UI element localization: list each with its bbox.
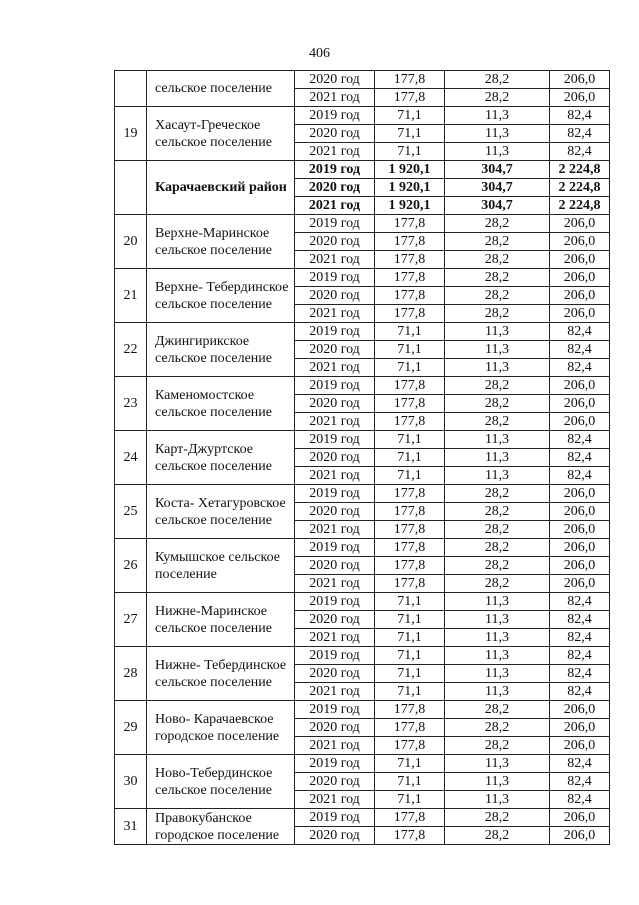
year-cell: 2021 год: [295, 629, 375, 647]
budget-table: [114, 70, 610, 845]
value-cell: 177,8: [375, 71, 445, 89]
value-cell: 28,2: [445, 701, 550, 719]
year-cell: 2019 год: [295, 269, 375, 287]
year-cell: 2021 год: [295, 791, 375, 809]
table-row: [115, 71, 610, 89]
total-cell: 206,0: [550, 701, 610, 719]
total-cell: 82,4: [550, 359, 610, 377]
row-number: 30: [115, 755, 147, 809]
total-cell: 206,0: [550, 809, 610, 827]
table-row: [115, 161, 610, 179]
total-cell: 206,0: [550, 521, 610, 539]
table-row: [115, 269, 610, 287]
year-cell: 2020 год: [295, 611, 375, 629]
value-cell: 71,1: [375, 467, 445, 485]
value-cell: 177,8: [375, 701, 445, 719]
total-cell: 2 224,8: [550, 161, 610, 179]
value-cell: 11,3: [445, 593, 550, 611]
total-cell: 206,0: [550, 575, 610, 593]
year-cell: 2019 год: [295, 377, 375, 395]
value-cell: 304,7: [445, 179, 550, 197]
value-cell: 71,1: [375, 647, 445, 665]
value-cell: 11,3: [445, 791, 550, 809]
value-cell: 71,1: [375, 683, 445, 701]
total-cell: 206,0: [550, 395, 610, 413]
total-cell: 206,0: [550, 251, 610, 269]
value-cell: 11,3: [445, 629, 550, 647]
year-cell: 2020 год: [295, 71, 375, 89]
total-cell: 82,4: [550, 665, 610, 683]
value-cell: 177,8: [375, 287, 445, 305]
year-cell: 2021 год: [295, 413, 375, 431]
settlement-name: Кумышское сельское поселение: [147, 539, 295, 593]
settlement-name: Ново- Карачаевское городское поселение: [147, 701, 295, 755]
value-cell: 11,3: [445, 647, 550, 665]
settlement-name: Каменомостское сельское поселение: [147, 377, 295, 431]
year-cell: 2021 год: [295, 305, 375, 323]
value-cell: 71,1: [375, 773, 445, 791]
value-cell: 11,3: [445, 773, 550, 791]
value-cell: 1 920,1: [375, 197, 445, 215]
settlement-name: Джингирикское сельское поселение: [147, 323, 295, 377]
row-number: 28: [115, 647, 147, 701]
value-cell: 11,3: [445, 449, 550, 467]
value-cell: 71,1: [375, 755, 445, 773]
total-cell: 82,4: [550, 467, 610, 485]
total-cell: 206,0: [550, 71, 610, 89]
total-cell: 206,0: [550, 485, 610, 503]
value-cell: 28,2: [445, 89, 550, 107]
year-cell: 2019 год: [295, 647, 375, 665]
value-cell: 28,2: [445, 413, 550, 431]
value-cell: 177,8: [375, 251, 445, 269]
year-cell: 2021 год: [295, 359, 375, 377]
total-cell: 206,0: [550, 719, 610, 737]
value-cell: 177,8: [375, 557, 445, 575]
row-number: 19: [115, 107, 147, 161]
total-cell: 82,4: [550, 449, 610, 467]
total-cell: 82,4: [550, 593, 610, 611]
total-cell: 82,4: [550, 791, 610, 809]
value-cell: 71,1: [375, 143, 445, 161]
table-row: [115, 377, 610, 395]
table-row: [115, 107, 610, 125]
value-cell: 71,1: [375, 125, 445, 143]
year-cell: 2019 год: [295, 755, 375, 773]
value-cell: 71,1: [375, 665, 445, 683]
row-number: 26: [115, 539, 147, 593]
total-cell: 82,4: [550, 683, 610, 701]
year-cell: 2019 год: [295, 431, 375, 449]
table-row: [115, 431, 610, 449]
year-cell: 2020 год: [295, 287, 375, 305]
total-cell: 206,0: [550, 269, 610, 287]
value-cell: 177,8: [375, 269, 445, 287]
total-cell: 206,0: [550, 413, 610, 431]
row-number: 24: [115, 431, 147, 485]
year-cell: 2019 год: [295, 809, 375, 827]
value-cell: 28,2: [445, 521, 550, 539]
table-row: [115, 809, 610, 827]
total-cell: 206,0: [550, 215, 610, 233]
table-row: [115, 593, 610, 611]
year-cell: 2021 год: [295, 251, 375, 269]
total-cell: 82,4: [550, 107, 610, 125]
year-cell: 2021 год: [295, 197, 375, 215]
year-cell: 2021 год: [295, 575, 375, 593]
year-cell: 2020 год: [295, 233, 375, 251]
year-cell: 2020 год: [295, 395, 375, 413]
row-number: 31: [115, 809, 147, 845]
value-cell: 1 920,1: [375, 161, 445, 179]
year-cell: 2020 год: [295, 719, 375, 737]
total-cell: 206,0: [550, 89, 610, 107]
total-cell: 206,0: [550, 557, 610, 575]
total-cell: 82,4: [550, 143, 610, 161]
table-row: [115, 539, 610, 557]
value-cell: 177,8: [375, 485, 445, 503]
settlement-name: Карачаевский район: [147, 161, 295, 215]
value-cell: 71,1: [375, 341, 445, 359]
value-cell: 11,3: [445, 359, 550, 377]
year-cell: 2020 год: [295, 665, 375, 683]
total-cell: 206,0: [550, 737, 610, 755]
value-cell: 177,8: [375, 539, 445, 557]
year-cell: 2019 год: [295, 485, 375, 503]
total-cell: 82,4: [550, 647, 610, 665]
value-cell: 71,1: [375, 611, 445, 629]
year-cell: 2021 год: [295, 89, 375, 107]
value-cell: 71,1: [375, 431, 445, 449]
value-cell: 71,1: [375, 107, 445, 125]
settlement-name: Хасаут-Греческое сельское поселение: [147, 107, 295, 161]
year-cell: 2019 год: [295, 323, 375, 341]
year-cell: 2021 год: [295, 467, 375, 485]
settlement-name: сельское поселение: [147, 71, 295, 107]
year-cell: 2019 год: [295, 539, 375, 557]
value-cell: 11,3: [445, 665, 550, 683]
value-cell: 71,1: [375, 359, 445, 377]
value-cell: 11,3: [445, 107, 550, 125]
year-cell: 2019 год: [295, 107, 375, 125]
value-cell: 177,8: [375, 89, 445, 107]
value-cell: 28,2: [445, 251, 550, 269]
value-cell: 177,8: [375, 215, 445, 233]
settlement-name: Коста- Хетагуровское сельское поселение: [147, 485, 295, 539]
value-cell: 177,8: [375, 395, 445, 413]
year-cell: 2019 год: [295, 593, 375, 611]
total-cell: 82,4: [550, 125, 610, 143]
value-cell: 28,2: [445, 503, 550, 521]
row-number: [115, 161, 147, 215]
value-cell: 304,7: [445, 161, 550, 179]
value-cell: 177,8: [375, 413, 445, 431]
value-cell: 28,2: [445, 287, 550, 305]
value-cell: 177,8: [375, 305, 445, 323]
year-cell: 2020 год: [295, 179, 375, 197]
year-cell: 2020 год: [295, 557, 375, 575]
total-cell: 206,0: [550, 233, 610, 251]
total-cell: 82,4: [550, 323, 610, 341]
year-cell: 2020 год: [295, 125, 375, 143]
value-cell: 28,2: [445, 737, 550, 755]
settlement-name: Нижне-Маринское сельское поселение: [147, 593, 295, 647]
value-cell: 177,8: [375, 503, 445, 521]
year-cell: 2019 год: [295, 701, 375, 719]
year-cell: 2021 год: [295, 521, 375, 539]
year-cell: 2020 год: [295, 341, 375, 359]
page-number: 406: [309, 46, 330, 61]
value-cell: 28,2: [445, 539, 550, 557]
total-cell: 2 224,8: [550, 179, 610, 197]
total-cell: 2 224,8: [550, 197, 610, 215]
value-cell: 11,3: [445, 755, 550, 773]
row-number: 25: [115, 485, 147, 539]
total-cell: 82,4: [550, 431, 610, 449]
settlement-name: Ново-Тебердинское сельское поселение: [147, 755, 295, 809]
value-cell: 11,3: [445, 683, 550, 701]
table-row: [115, 323, 610, 341]
total-cell: 206,0: [550, 377, 610, 395]
value-cell: 28,2: [445, 557, 550, 575]
value-cell: 28,2: [445, 71, 550, 89]
row-number: 22: [115, 323, 147, 377]
value-cell: 11,3: [445, 323, 550, 341]
value-cell: 28,2: [445, 485, 550, 503]
total-cell: 82,4: [550, 755, 610, 773]
value-cell: 28,2: [445, 377, 550, 395]
total-cell: 206,0: [550, 287, 610, 305]
settlement-name: Верхне-Маринское сельское поселение: [147, 215, 295, 269]
value-cell: 304,7: [445, 197, 550, 215]
value-cell: 28,2: [445, 395, 550, 413]
value-cell: 177,8: [375, 827, 445, 845]
value-cell: 177,8: [375, 737, 445, 755]
year-cell: 2021 год: [295, 143, 375, 161]
value-cell: 71,1: [375, 323, 445, 341]
year-cell: 2019 год: [295, 215, 375, 233]
value-cell: 177,8: [375, 377, 445, 395]
table-row: [115, 755, 610, 773]
year-cell: 2021 год: [295, 683, 375, 701]
total-cell: 206,0: [550, 827, 610, 845]
row-number: 21: [115, 269, 147, 323]
table-row: [115, 701, 610, 719]
total-cell: 206,0: [550, 503, 610, 521]
row-number: 27: [115, 593, 147, 647]
value-cell: 177,8: [375, 809, 445, 827]
table-row: [115, 485, 610, 503]
value-cell: 71,1: [375, 629, 445, 647]
total-cell: 82,4: [550, 611, 610, 629]
year-cell: 2020 год: [295, 773, 375, 791]
value-cell: 28,2: [445, 719, 550, 737]
value-cell: 11,3: [445, 467, 550, 485]
value-cell: 177,8: [375, 233, 445, 251]
value-cell: 11,3: [445, 341, 550, 359]
value-cell: 1 920,1: [375, 179, 445, 197]
value-cell: 11,3: [445, 125, 550, 143]
value-cell: 11,3: [445, 431, 550, 449]
settlement-name: Правокубанское городское поселение: [147, 809, 295, 845]
settlement-name: Верхне- Тебердинское сельское поселение: [147, 269, 295, 323]
table-row: [115, 215, 610, 233]
row-number: 29: [115, 701, 147, 755]
total-cell: 206,0: [550, 305, 610, 323]
total-cell: 82,4: [550, 629, 610, 647]
value-cell: 28,2: [445, 215, 550, 233]
value-cell: 177,8: [375, 575, 445, 593]
value-cell: 28,2: [445, 305, 550, 323]
value-cell: 11,3: [445, 611, 550, 629]
value-cell: 28,2: [445, 233, 550, 251]
row-number: [115, 71, 147, 107]
value-cell: 177,8: [375, 521, 445, 539]
value-cell: 28,2: [445, 827, 550, 845]
row-number: 20: [115, 215, 147, 269]
settlement-name: Карт-Джуртское сельское поселение: [147, 431, 295, 485]
value-cell: 11,3: [445, 143, 550, 161]
year-cell: 2020 год: [295, 503, 375, 521]
table-body: [115, 71, 610, 845]
total-cell: 206,0: [550, 539, 610, 557]
value-cell: 71,1: [375, 449, 445, 467]
value-cell: 71,1: [375, 791, 445, 809]
table-row: [115, 647, 610, 665]
value-cell: 71,1: [375, 593, 445, 611]
row-number: 23: [115, 377, 147, 431]
value-cell: 177,8: [375, 719, 445, 737]
year-cell: 2019 год: [295, 161, 375, 179]
year-cell: 2021 год: [295, 737, 375, 755]
year-cell: 2020 год: [295, 449, 375, 467]
settlement-name: Нижне- Тебердинское сельское поселение: [147, 647, 295, 701]
value-cell: 28,2: [445, 575, 550, 593]
total-cell: 82,4: [550, 341, 610, 359]
value-cell: 28,2: [445, 809, 550, 827]
total-cell: 82,4: [550, 773, 610, 791]
year-cell: 2020 год: [295, 827, 375, 845]
value-cell: 28,2: [445, 269, 550, 287]
